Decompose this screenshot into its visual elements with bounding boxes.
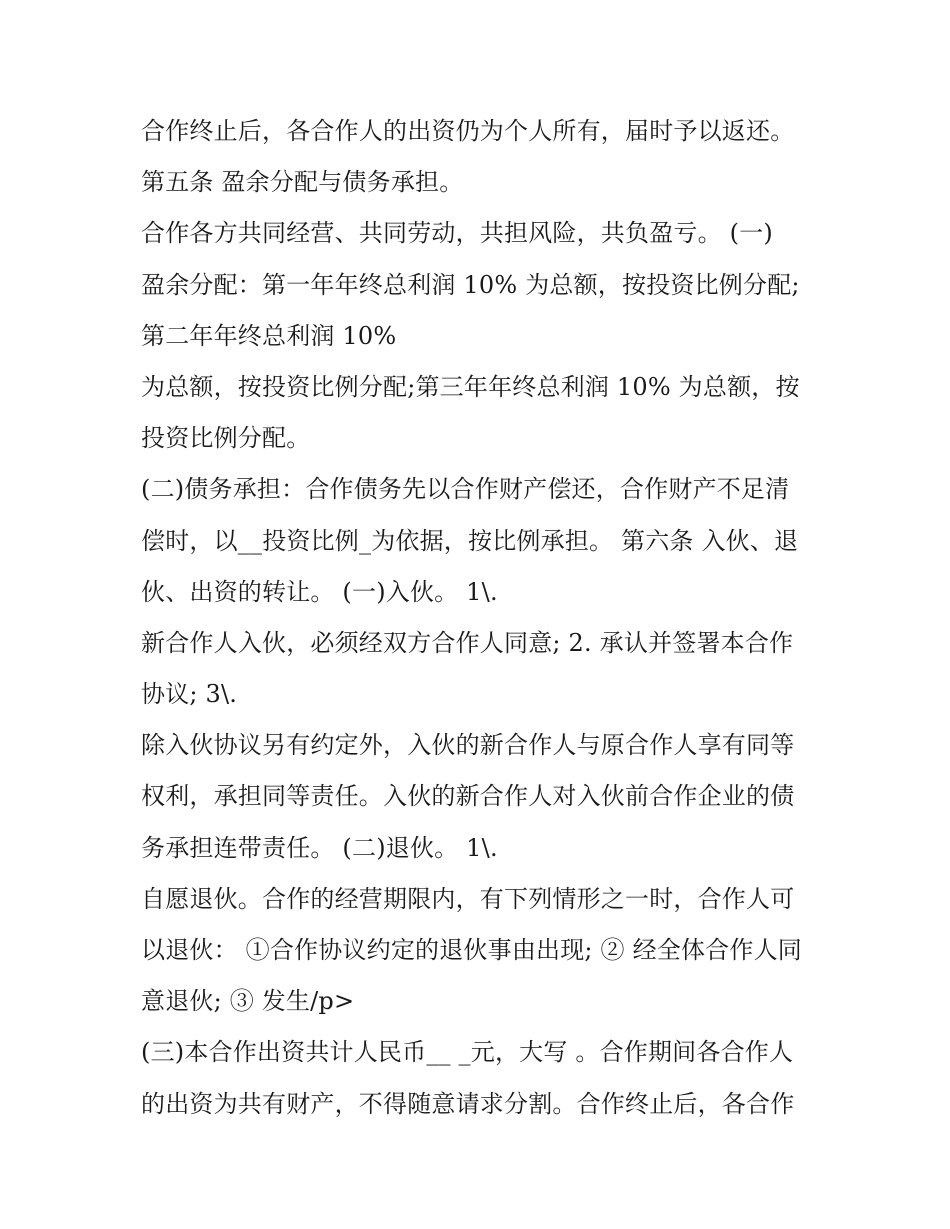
text-line: 自愿退伙。合作的经营期限内，有下列情形之一时，合作人可: [141, 884, 795, 913]
text-line: 的出资为共有财产，不得随意请求分割。合作终止后，各合作: [141, 1089, 795, 1118]
text-line: 新合作人入伙，必须经双方合作人同意; 2. 承认并签署本合作: [141, 628, 794, 657]
section-heading: 第五条 盈余分配与债务承担。: [141, 168, 464, 197]
text-line: 投资比例分配。: [141, 424, 311, 453]
text-line: 为总额，按投资比例分配;第三年年终总利润 10% 为总额，按: [141, 372, 800, 401]
text-line: 以退伙： ①合作协议约定的退伙事由出现; ② 经全体合作人同: [141, 936, 802, 964]
text-line: 协议; 3\.: [141, 680, 238, 709]
text-line: (二)债务承担：合作债务先以合作财产偿还，合作财产不足清: [141, 475, 790, 504]
text-line: 除入伙协议另有约定外，入伙的新合作人与原合作人享有同等: [141, 731, 795, 760]
text-line: 伙、出资的转让。 (一)入伙。 1\.: [141, 577, 498, 606]
text-line: 务承担连带责任。 (二)退伙。 1\.: [141, 833, 498, 862]
document-body: [141, 106, 821, 1130]
text-line: 合作终止后，各合作人的出资仍为个人所有，届时予以返还。: [141, 117, 795, 145]
text-line: 偿时，以__投资比例_为依据，按比例承担。 第六条 入伙、退: [141, 526, 799, 555]
text-line: 权利，承担同等责任。入伙的新合作人对入伙前合作企业的债: [141, 782, 795, 811]
text-line: (三)本合作出资共计人民币__ _元，大写 。合作期间各合作人: [141, 1038, 794, 1067]
text-line: 第二年年终总利润 10%: [141, 321, 397, 350]
text-line: 合作各方共同经营、共同劳动，共担风险，共负盈亏。 (一): [141, 219, 773, 248]
text-line: 意退伙; ③ 发生/p>: [141, 987, 355, 1016]
text-line: 盈余分配：第一年年终总利润 10% 为总额，按投资比例分配;: [141, 270, 800, 299]
